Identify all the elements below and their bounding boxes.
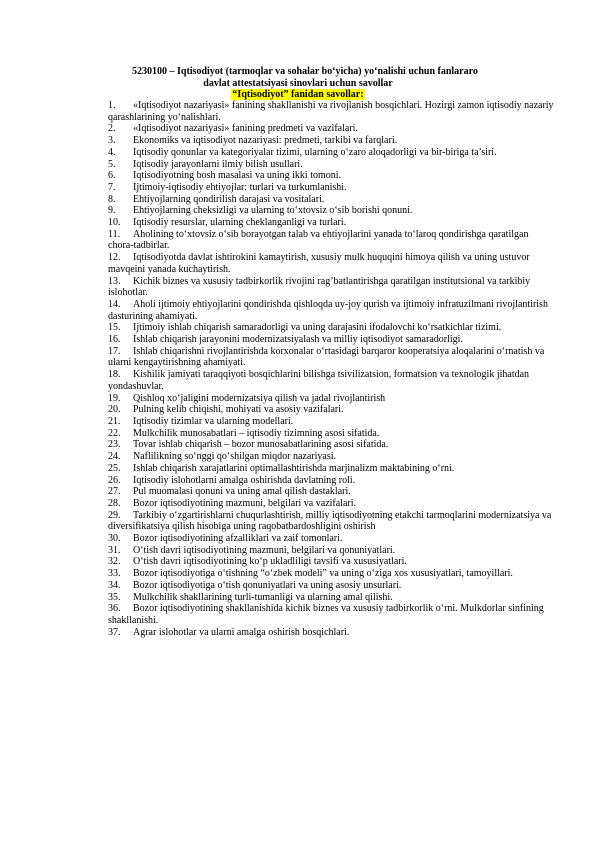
question-number: 28. — [108, 497, 121, 509]
question-item — [108, 451, 555, 463]
question-item — [108, 135, 555, 147]
question-number: 31. — [108, 544, 121, 556]
question-text: Qishloq xo‘jaligini modernizatsiya qilish va jadal rivojlantirish — [133, 392, 386, 404]
question-item — [108, 404, 555, 416]
question-number: 25. — [108, 462, 121, 474]
question-text: Iqtisodiy jarayonlarni ilmiy bilish usullari. — [133, 158, 303, 170]
question-text: Kichik biznes va xususiy tadbirkorlik rivojini rag’batlantirishga qaratilgan institutsional va tarkibiy islohotlar. — [108, 275, 531, 299]
question-text: «Iqtisodiyot nazariyasi» fanining shakllanishi va rivojlanish bosqichlari. Hozirgi zamon iqtisodiy nazariy qarashlarining yo‘nalishlari. — [108, 100, 554, 123]
question-number: 35. — [108, 591, 121, 603]
question-item — [108, 463, 555, 475]
subject-highlight: “Iqtisodiyot” fanidan savollar: — [232, 89, 364, 101]
question-number: 36. — [108, 603, 121, 615]
question-number: 26. — [108, 474, 121, 486]
question-text: Ehtiyojlarning cheksizligi va ularning to‘xtovsiz o‘sib borishi qonuni. — [133, 205, 413, 217]
question-text: Ijtimoiy ishlab chiqarish samaradorligi va uning darajasini ifodalovchi ko‘rsatkichlar tizimi. — [133, 322, 502, 334]
question-text: Iqtisodiy resurslar, ularning cheklanganligi va turlari. — [133, 217, 347, 229]
question-number: 8. — [108, 193, 116, 205]
question-number: 7. — [108, 181, 116, 193]
question-item — [108, 369, 555, 392]
question-text: Bozor iqtisodiyotining afzalliklari va zaif tomonlari. — [133, 533, 343, 545]
question-number: 21. — [108, 415, 121, 427]
question-item — [108, 334, 555, 346]
question-text: O‘tish davri iqtisodiyotining ko‘p ukladliligi tavsifi va xususiyatlari. — [133, 556, 407, 568]
question-number: 23. — [108, 439, 121, 451]
question-number: 29. — [108, 509, 121, 521]
question-number: 20. — [108, 404, 121, 416]
question-item — [108, 322, 555, 334]
question-text: Bozor iqtisodiyotiga o‘tishning “o‘zbek modeli” va uning o‘ziga xos xususiyatlari, tamoyillari. — [133, 568, 513, 580]
question-item — [108, 439, 555, 451]
question-item — [108, 603, 555, 626]
question-text: Ishlab chiqarish xarajatlarini optimallashtirishda marjinalizm maktabining o‘rni. — [133, 462, 455, 474]
question-text: «Iqtisodiyot nazariyasi» fanining predmeti va vazifalari. — [133, 123, 358, 135]
question-number: 27. — [108, 486, 121, 498]
question-text: Iqtisodiy islohotlarni amalga oshirishda davlatning roli. — [133, 474, 356, 486]
question-number: 13. — [108, 275, 121, 287]
question-list — [108, 100, 555, 638]
question-item — [108, 123, 555, 135]
question-item — [108, 182, 555, 194]
question-text: Ishlab chiqarish jarayonini modernizatsiyalash va milliy iqtisodiyot samaradorligi. — [133, 334, 463, 346]
question-text: Tarkibiy o‘zgartirishlarni chuqurlashtirish, milliy iqtisodiyotning etakchi tarmoqlarini modernizatsiya va diversifikatsiya qilish hisobiga uning raqobatbardoshligini oshirish — [108, 509, 552, 533]
question-text: Aholining to‘xtovsiz o‘sib borayotgan talab va ehtiyojlarini yanada to‘laroq qondirishga qaratilgan chora-tadbirlar. — [108, 228, 529, 252]
question-number: 18. — [108, 369, 121, 381]
question-text: Agrar islohotlar va ularni amalga oshirish bosqichlari. — [133, 626, 350, 638]
question-item — [108, 486, 555, 498]
document-header — [0, 66, 596, 101]
question-item — [108, 100, 555, 123]
question-text: O‘tish davri iqtisodiyotining mazmuni, belgilari va qonuniyatlari. — [133, 544, 396, 556]
question-text: Pulning kelib chiqishi, mohiyati va asosiy vazifalari. — [133, 404, 344, 416]
question-text: Kishilik jamiyati taraqqiyoti bosqichlarini bilishga tsivilizatsion, formatsion va texnologik jihatdan yondashuvlar. — [108, 369, 530, 392]
question-text: Ijtimoiy-iqtisodiy ehtiyojlar: turlari va turkumlanishi. — [133, 181, 347, 193]
question-number: 16. — [108, 334, 121, 346]
question-text: Iqtisodiy qonunlar va kategoriyalar tizimi, ularning o‘zaro aloqadorligi va bir-biriga ta’siri. — [133, 146, 497, 158]
question-item — [108, 498, 555, 510]
question-number: 32. — [108, 556, 121, 568]
question-text: Iqtisodiy tizimlar va ularning modellari. — [133, 415, 294, 427]
question-item — [108, 147, 555, 159]
heading-line-1: 5230100 – Iqtisodiyot (tarmoqlar va sohalar bo‘yicha) yo‘nalishi uchun fanlararo — [132, 66, 478, 77]
question-item — [108, 568, 555, 580]
question-text: Bozor iqtisodiyotining mazmuni, belgilari va vazifalari. — [133, 497, 356, 509]
question-number: 14. — [108, 298, 121, 310]
question-item — [108, 159, 555, 171]
question-item — [108, 510, 555, 533]
question-text: Iqtisodiyotda davlat ishtirokini kamaytirish, xususiy mulk huquqini himoya qilish va uning ustuvor mavqeini yanada kuchaytirish. — [108, 252, 530, 275]
question-item — [108, 346, 555, 369]
question-number: 2. — [108, 123, 116, 135]
question-number: 6. — [108, 170, 116, 182]
question-number: 9. — [108, 205, 116, 217]
question-item — [108, 533, 555, 545]
question-text: Mulkchilik shakllarining turli-tumanligi va ularning amal qilishi. — [133, 591, 393, 603]
question-item — [108, 592, 555, 604]
question-item — [108, 170, 555, 182]
question-number: 33. — [108, 568, 121, 580]
question-item — [108, 299, 555, 322]
question-item — [108, 556, 555, 568]
question-item — [108, 229, 555, 252]
question-number: 15. — [108, 322, 121, 334]
question-text: Ehtiyojlarning qondirilish darajasi va vositalari. — [133, 193, 325, 205]
question-number: 12. — [108, 252, 121, 264]
question-text: Ekonomiks va iqtisodiyot nazariyasi: predmeti, tarkibi va farqlari. — [133, 135, 398, 147]
question-number: 37. — [108, 626, 121, 638]
question-item — [108, 205, 555, 217]
question-text: Ishlab chiqarishni rivojlantirishda korxonalar o‘rtasidagi barqaror kooperatsiya aloqalarini o‘rnatish va ularni kengaytirishning ahamiyati. — [108, 345, 545, 369]
question-item — [108, 580, 555, 592]
question-item — [108, 416, 555, 428]
question-text: Pul muomalasi qonuni va uning amal qilish dastaklari. — [133, 486, 351, 498]
question-number: 11. — [108, 228, 121, 240]
question-number: 22. — [108, 427, 121, 439]
question-number: 19. — [108, 392, 121, 404]
question-text: Mulkchilik munosabatlari – iqtisodiy tizimning asosi sifatida. — [133, 427, 380, 439]
question-text: Tovar ishlab chiqarish – bozor munosabatlarining asosi sifatida. — [133, 439, 389, 451]
question-item — [108, 627, 555, 639]
question-item — [108, 475, 555, 487]
question-number: 30. — [108, 533, 121, 545]
question-number: 24. — [108, 451, 121, 463]
question-number: 5. — [108, 158, 116, 170]
question-number: 17. — [108, 345, 121, 357]
question-number: 3. — [108, 135, 116, 147]
question-text: Aholi ijtimoiy ehtiyojlarini qondirishda qishloqda uy-joy qurish va ijtimoiy infratuzilmani rivojlantirish dasturining ahamiyati. — [108, 298, 548, 322]
question-item — [108, 217, 555, 229]
question-item — [108, 194, 555, 206]
question-text: Iqtisodiyotning bosh masalasi va uning ikki tomoni. — [133, 170, 342, 182]
heading-line-2: davlat attestatsiyasi sinovlari uchun savollar — [203, 77, 393, 89]
question-item — [108, 545, 555, 557]
question-text: Naflilikning so‘nggi qo‘shilgan miqdor nazariyasi. — [133, 451, 337, 463]
question-number: 34. — [108, 579, 121, 591]
question-item — [108, 428, 555, 440]
question-number: 4. — [108, 146, 116, 158]
question-number: 1. — [108, 100, 116, 111]
question-number: 10. — [108, 217, 121, 229]
question-text: Bozor iqtisodiyotining shakllanishida kichik biznes va xususiy tadbirkorlik o‘rni. Mulkdorlar sinfining shakllanishi. — [108, 603, 544, 626]
question-text: Bozor iqtisodiyotiga o‘tish qonuniyatlari va uning asosiy unsurlari. — [133, 579, 402, 591]
question-item — [108, 393, 555, 405]
question-item — [108, 276, 555, 299]
question-item — [108, 252, 555, 275]
